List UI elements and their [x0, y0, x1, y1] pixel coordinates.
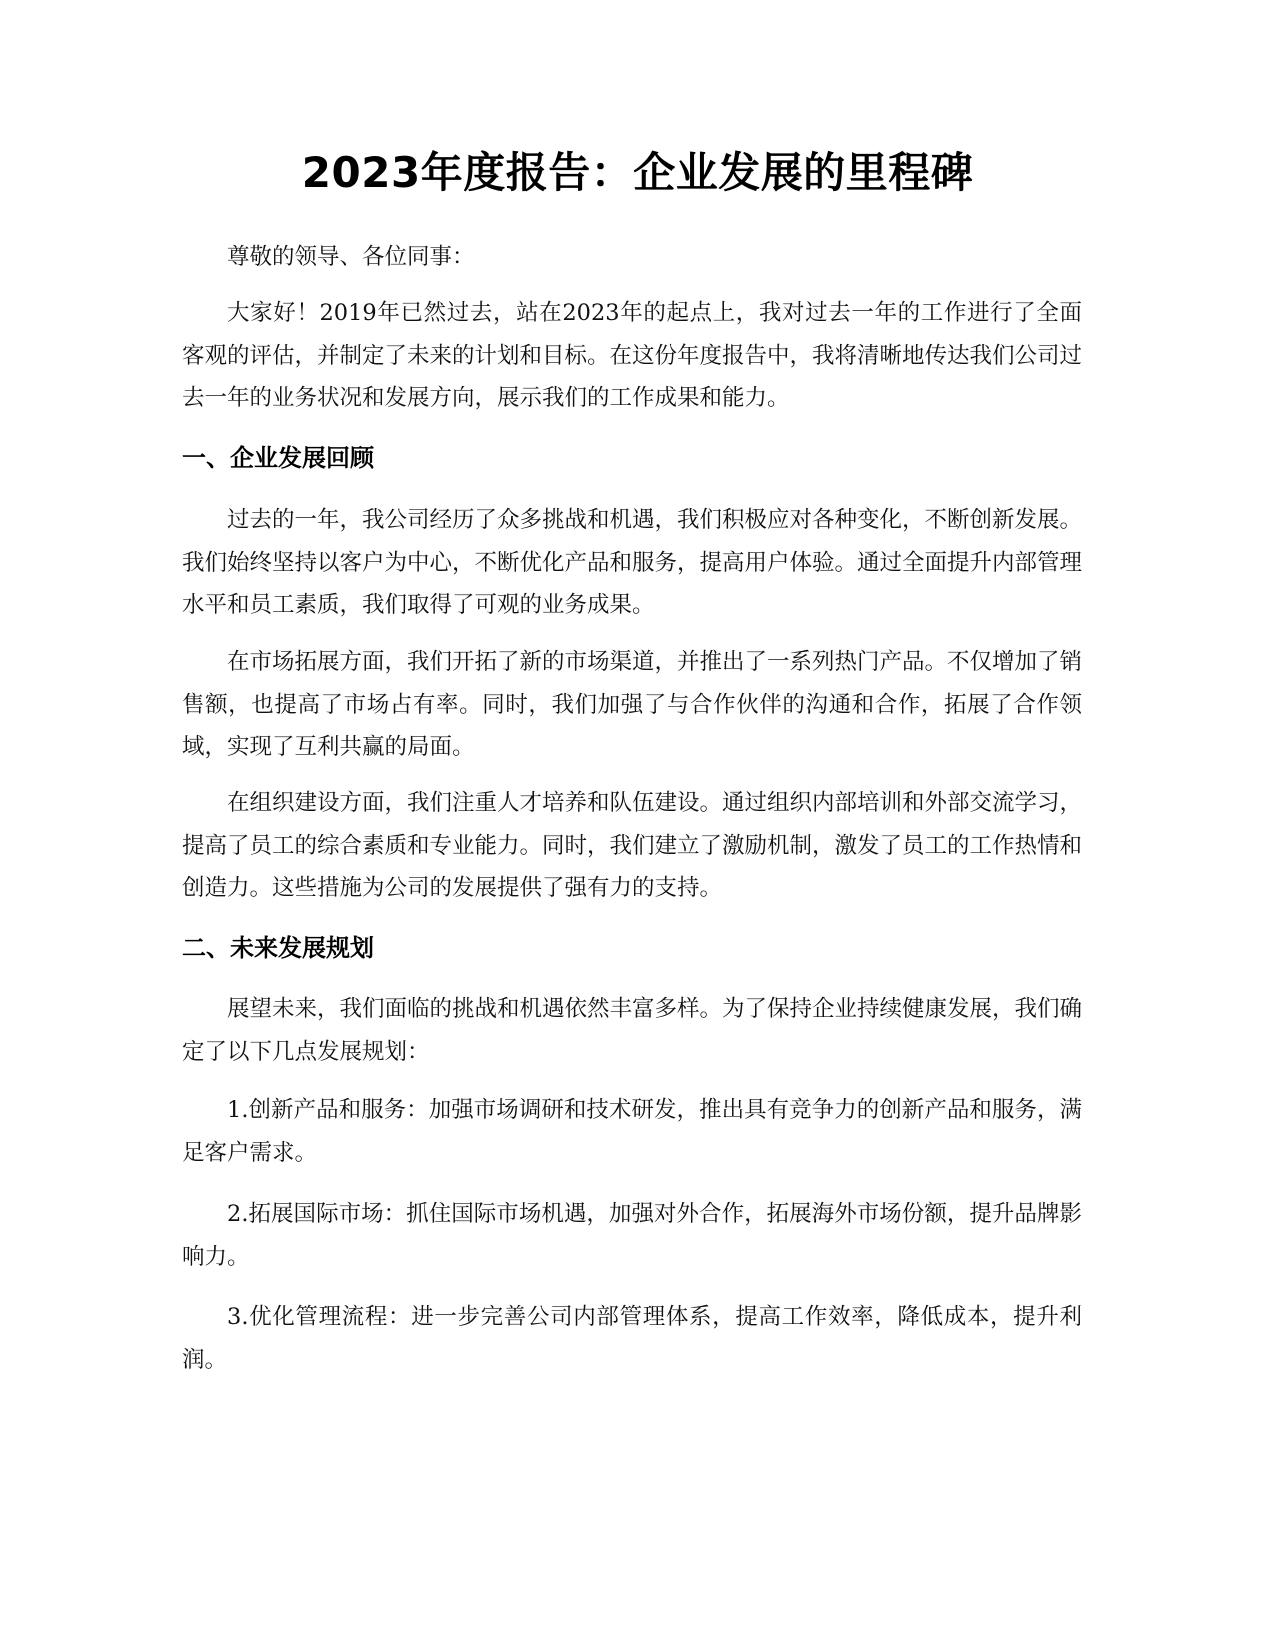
plan-item-2: 2.拓展国际市场：抓住国际市场机遇，加强对外合作，拓展海外市场份额，提升品牌影响力。	[182, 1201, 1082, 1270]
section-heading-plan: 二、未来发展规划	[182, 934, 374, 962]
plan-paragraph-intro: 展望未来，我们面临的挑战和机遇依然丰富多样。为了保持企业持续健康发展，我们确定了以下几点发展规划：	[182, 996, 1083, 1065]
plan-item-3: 3.优化管理流程：进一步完善公司内部管理体系，提高工作效率，降低成本，提升利润。	[182, 1304, 1082, 1373]
plan-item-1: 1.创新产品和服务：加强市场调研和技术研发，推出具有竞争力的创新产品和服务，满足客户需求。	[182, 1097, 1082, 1166]
document-title: 2023年度报告：企业发展的里程碑	[301, 148, 974, 197]
review-paragraph-3: 在组织建设方面，我们注重人才培养和队伍建设。通过组织内部培训和外部交流学习，提高了员工的综合素质和专业能力。同时，我们建立了激励机制，激发了员工的工作热情和创造力。这些措施为公司的发展提供了强有力的支持。	[182, 790, 1083, 901]
salutation: 尊敬的领导、各位同事：	[227, 244, 475, 270]
section-heading-review: 一、企业发展回顾	[182, 444, 374, 472]
intro-paragraph: 大家好！2019年已然过去，站在2023年的起点上，我对过去一年的工作进行了全面客观的评估，并制定了未来的计划和目标。在这份年度报告中，我将清晰地传达我们公司过去一年的业务状况和发展方向，展示我们的工作成果和能力。	[182, 300, 1083, 411]
review-paragraph-1: 过去的一年，我公司经历了众多挑战和机遇，我们积极应对各种变化，不断创新发展。我们始终坚持以客户为中心，不断优化产品和服务，提高用户体验。通过全面提升内部管理水平和员工素质，我们取得了可观的业务成果。	[182, 507, 1083, 618]
review-paragraph-2: 在市场拓展方面，我们开拓了新的市场渠道，并推出了一系列热门产品。不仅增加了销售额，也提高了市场占有率。同时，我们加强了与合作伙伴的沟通和合作，拓展了合作领域，实现了互利共赢的局面。	[182, 649, 1083, 760]
